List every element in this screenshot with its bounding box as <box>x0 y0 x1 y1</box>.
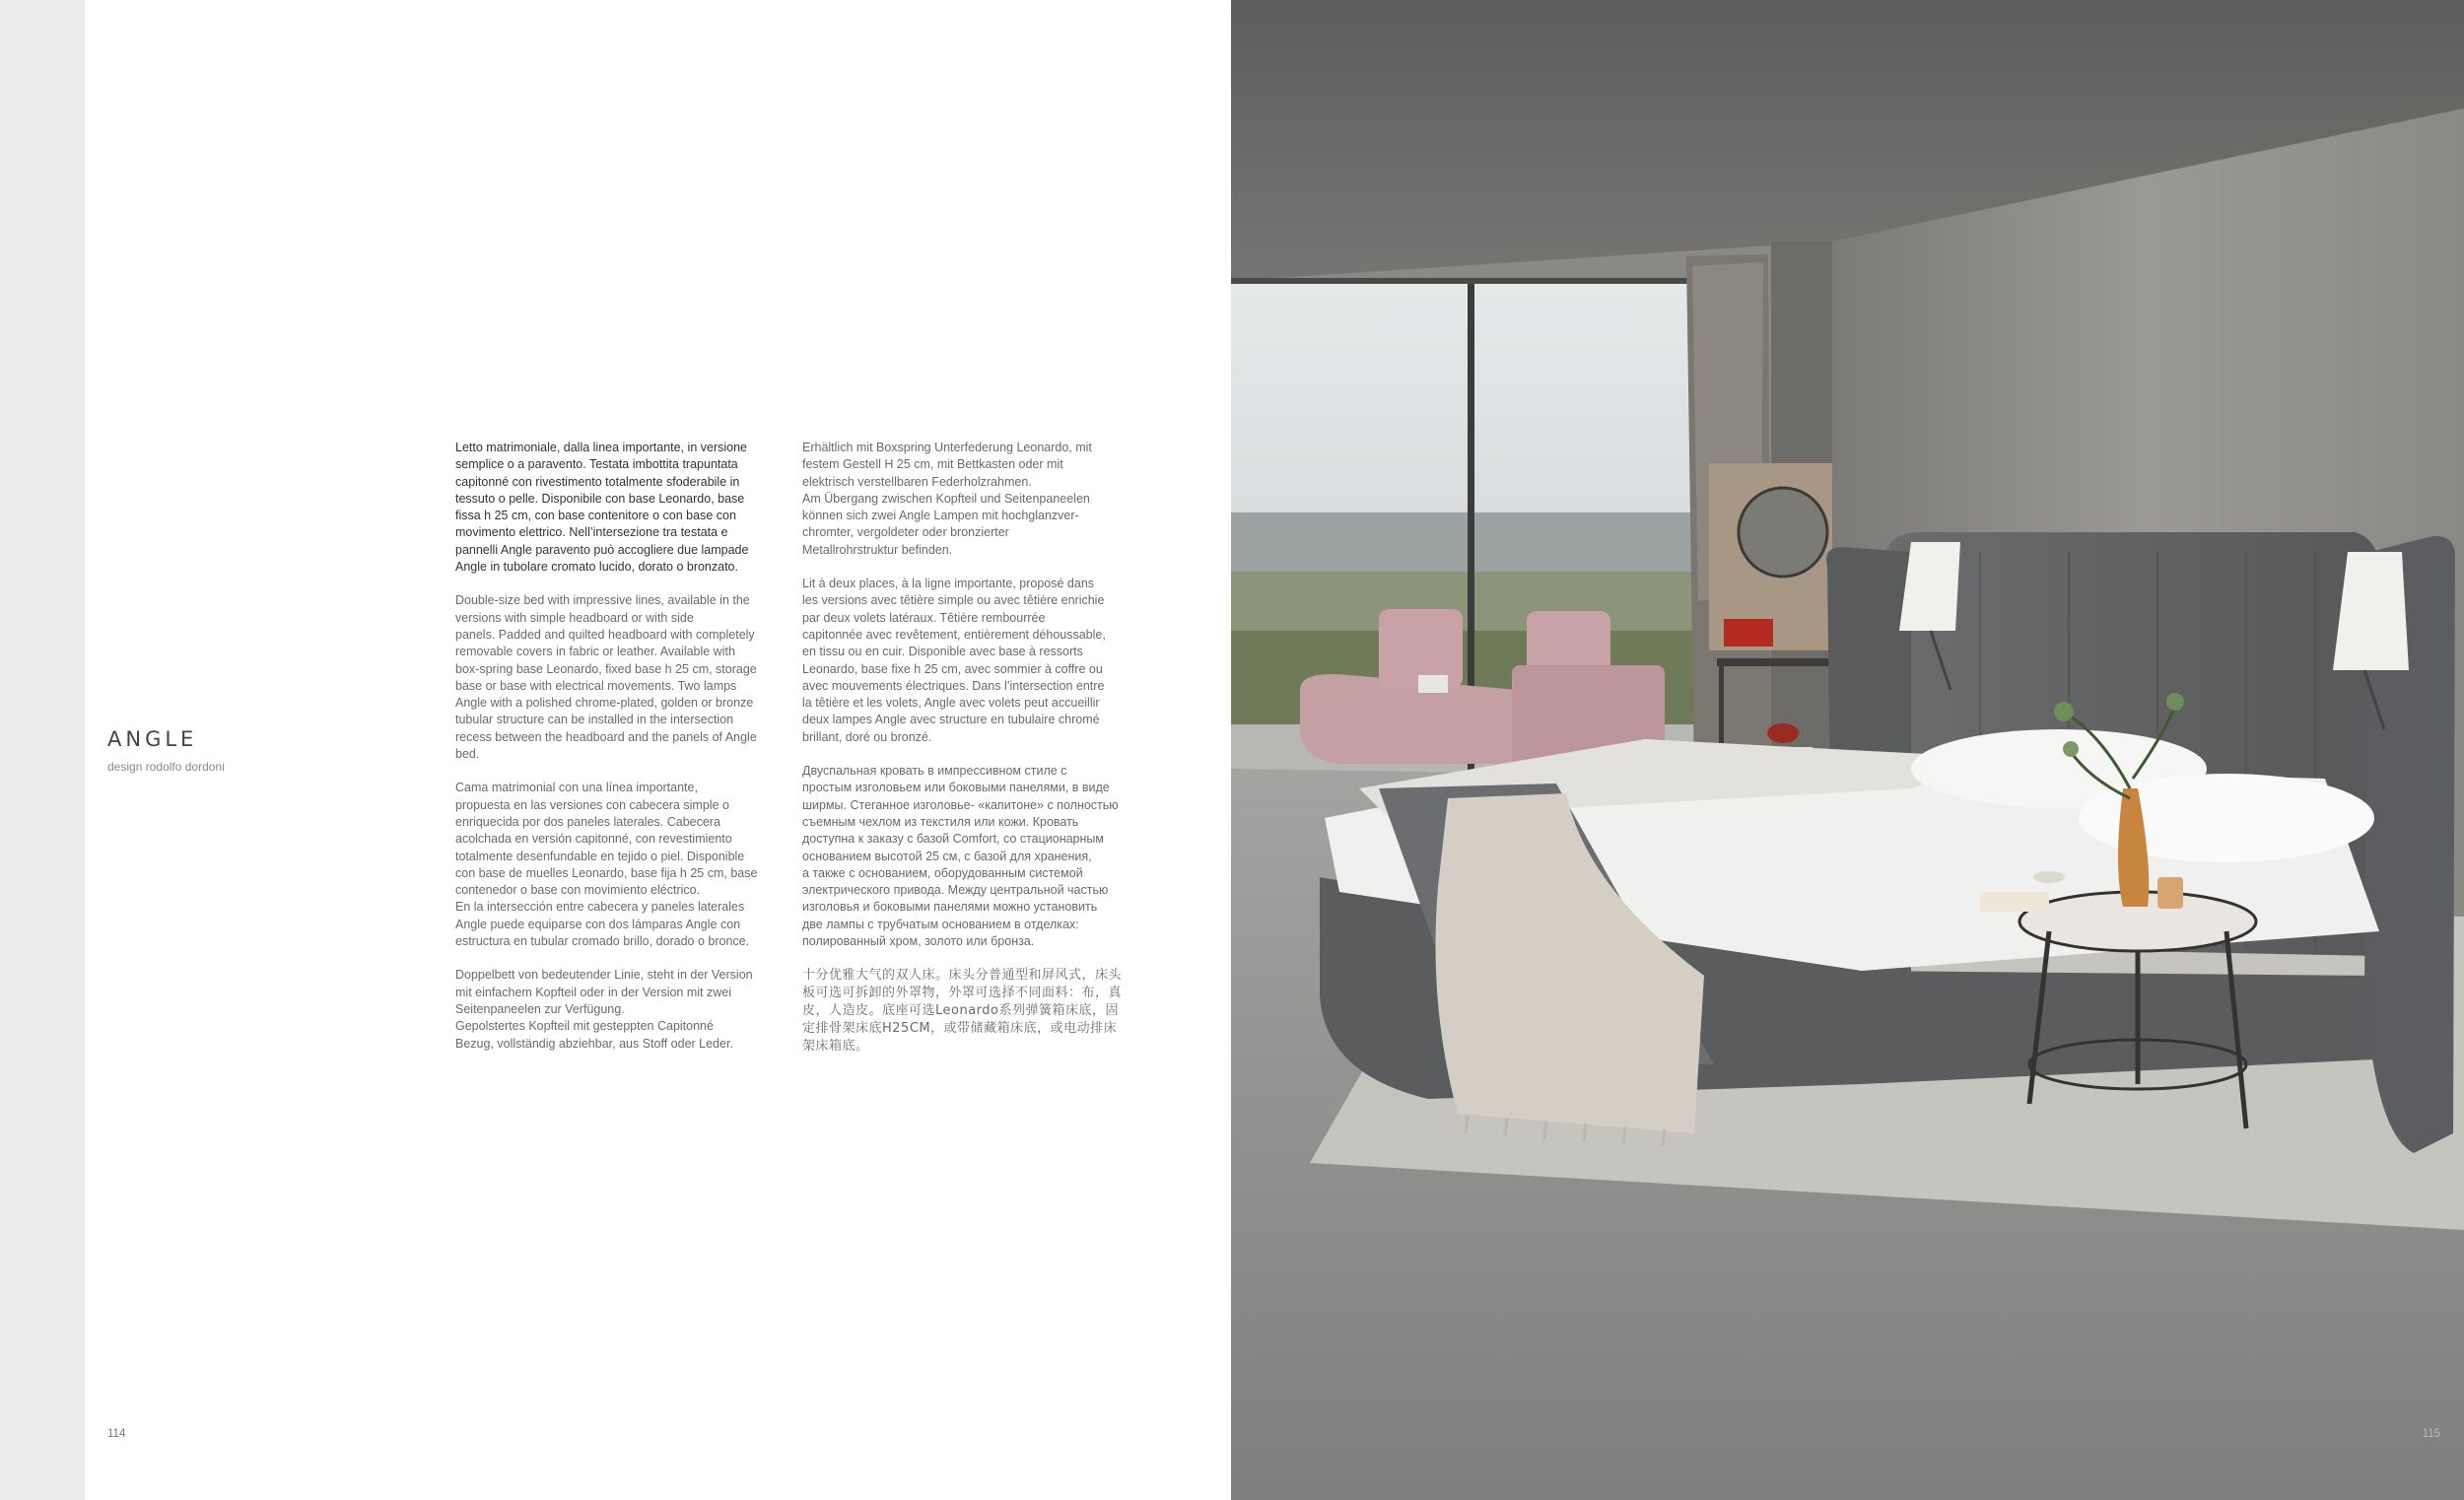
page-number-right: 115 <box>2422 1428 2440 1440</box>
right-page-photo <box>1231 0 2464 1500</box>
paragraph-german-part1: Doppelbett von bedeutender Linie, steht in der Version mit einfachem Kopfteil oder in der Version mit zwei Seitenpaneelen zur Verfügung. Gepolstertes Kopfteil mit gesteppten Capitonné Bezug, vollständig abziehbar, aus Stoff oder Leder. <box>455 968 753 1051</box>
paragraph-spanish: Cama matrimonial con una línea importante, propuesta en las versiones con cabecera simple o enriquecida por dos paneles laterales. Cabecera acolchada en versión capitonné, con revestimiento totalmente desenfundable en tejido o piel. Disponible con base de muelles Leonardo, base fija h 25 cm, base contenedor o base con movimiento eléctrico. En la intersección entre cabecera y paneles laterales Angle puede equiparse con dos lámparas Angle con estructura en tubular cromado brillo, dorado o bronce. <box>455 781 758 949</box>
book-stack <box>1980 892 2049 912</box>
paragraph-english: Double-size bed with impressive lines, available in the versions with simple headboard or with side panels. Padded and quilted headboard with completely removable covers in fabric or leather. Available with box-spring base Leonardo, fixed base h 25 cm, storage base or base with electrical movements. Two lamps Angle with a polished chrome-plated, golden or bronze tubular structure can be installed in the intersection recess between the headboard and the panels of Angle bed. <box>455 593 757 762</box>
page-number-left: 114 <box>107 1428 126 1440</box>
paragraph-italian: Letto matrimoniale, dalla linea importante, in versione semplice o a paravento. Testata imbottita trapuntata capitonné con rivestimento totalmente sfoderabile in tessuto o pelle. Disponibile con base Leonardo, base fissa h 25 cm, con base contenitore o con base con movimento elettrico. Nell’intersezione tra testata e pannelli Angle paravento può accogliere due lampade Angle in tubolare cromato lucido, dorato o bronzato. <box>455 441 749 575</box>
round-mirror <box>1739 488 1827 577</box>
text-column-2 <box>802 440 1145 1072</box>
designer-credit: design rodolfo dordoni <box>107 760 225 774</box>
paragraph-french: Lit à deux places, à la ligne importante, proposé dans les versions avec têtière simple ou avec têtière enrichie par deux volets latéraux. Têtière rembourrée capitonnée avec revêtement, entièrement déhoussable, en tissu ou en cuir. Disponible avec base à ressorts Leonardo, base fixe h 25 cm, avec sommier à coffre ou avec mouvements électriques. Dans l’intersection entre la têtière et les volets, Angle avec volets peut accueillir deux lampes Angle avec structure en tubulaire chromé brillant, doré ou bronzé. <box>802 577 1106 744</box>
red-box <box>1724 619 1773 647</box>
page-gutter <box>0 0 85 1500</box>
left-page <box>85 0 1231 1500</box>
bedroom-photo <box>1231 0 2464 1500</box>
paragraph-german-part2: Erhältlich mit Boxspring Unterfederung Leonardo, mit festem Gestell H 25 cm, mit Bettkasten oder mit elektrisch verstellbaren Federholzrahmen. Am Übergang zwischen Kopfteil und Seitenpaneelen können sich zwei Angle Lampen mit hochglanzver- chromter, vergoldeter oder bronzierter Metallrohrstruktur befinden. <box>802 441 1092 557</box>
product-title: ANGLE <box>107 727 198 751</box>
text-column-1 <box>455 440 798 1069</box>
red-bowl <box>1767 723 1799 743</box>
console-shelf <box>1717 658 1835 666</box>
paragraph-russian: Двуспальная кровать в импрессивном стиле с простым изголовьем или боковыми панелями, в виде ширмы. Стеганное изголовье- «капитоне» с полностью съемным чехлом из текстиля или кожи. Кровать доступна к заказу с базой Comfort, со стационарным основанием высотой 25 см, с базой для хранения, а также с основанием, оборудованным системой электрического привода. Между центральной частью изголовья и боковыми панелями можно установить две лампы с трубчатым основанием в отделках: полированный хром, золото или бронза. <box>802 764 1119 949</box>
paragraph-chinese: 十分优雅大气的双人床。床头分普通型和屏风式，床头 板可选可拆卸的外罩物，外罩可选择不同面料：布，真 皮，人造皮。底座可选Leonardo系列弹簧箱床底，固 定排骨架床底H25CM，或带储藏箱床底，或电动排床 架床箱底。 <box>802 968 1123 1055</box>
candle <box>2157 877 2183 909</box>
